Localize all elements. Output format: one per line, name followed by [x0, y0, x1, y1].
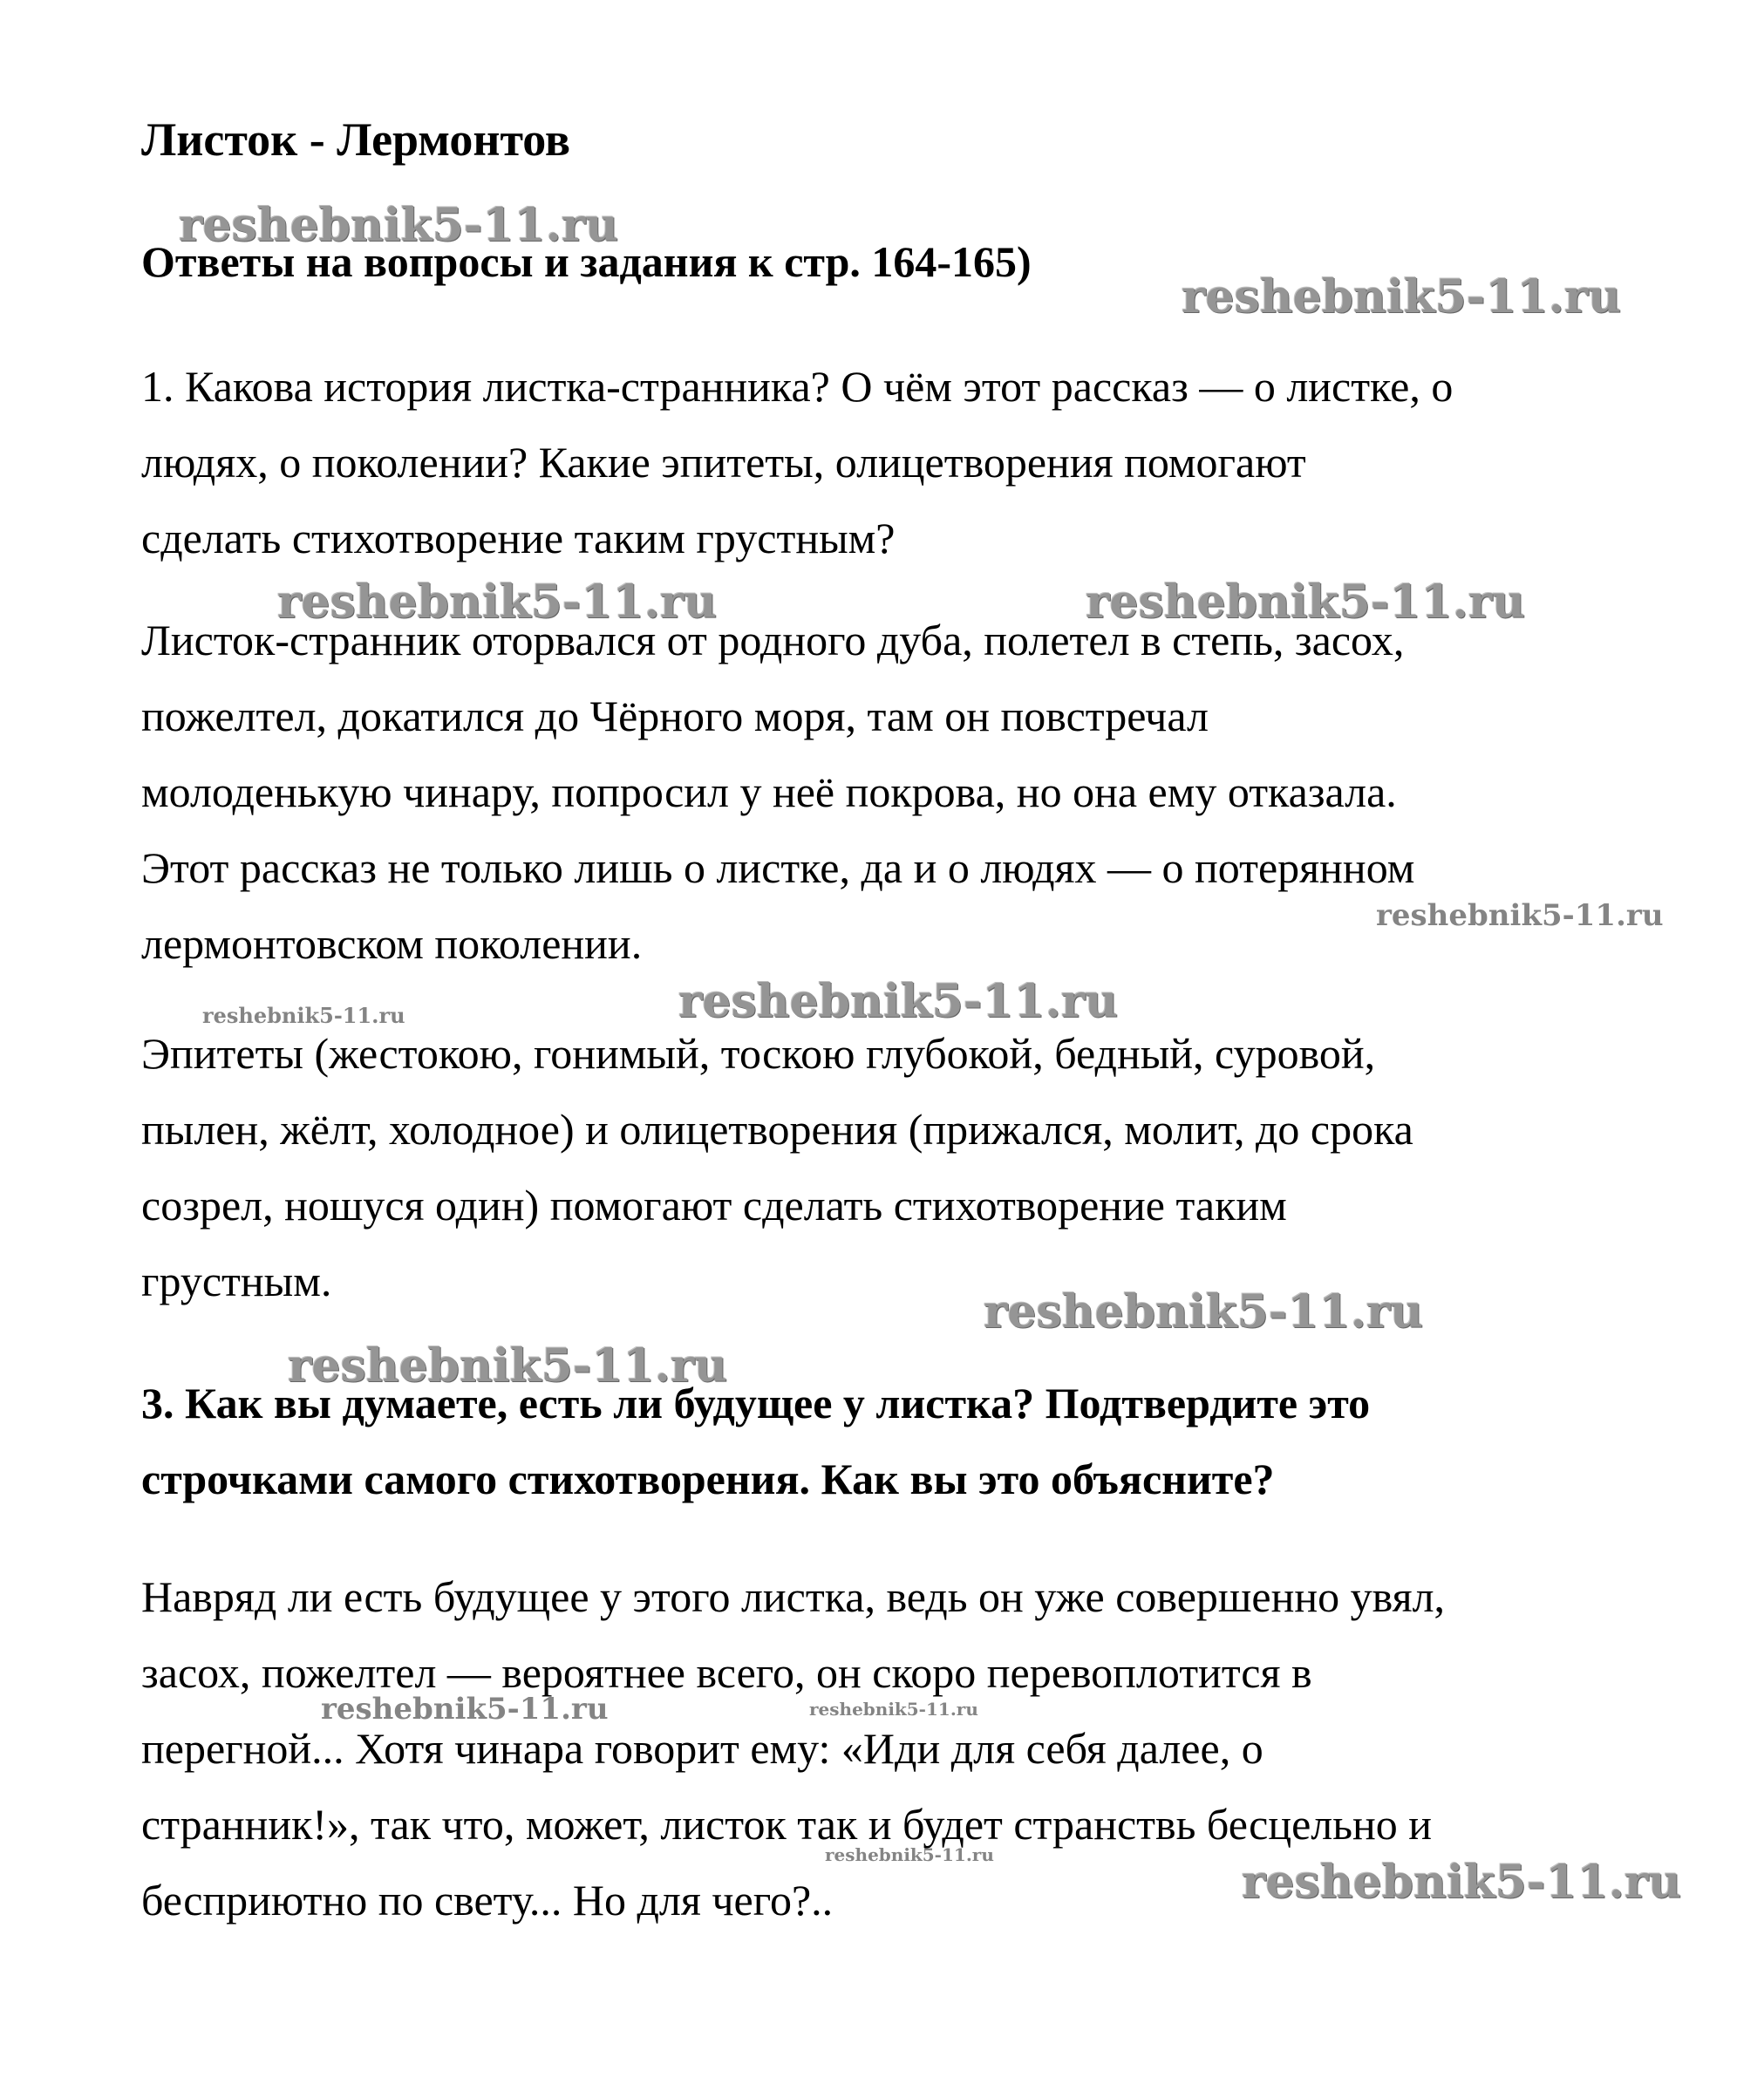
answer-line: перегной... Хотя чинара говорит ему: «Иди для себя далее, о [141, 1724, 1263, 1773]
watermark: reshebnik5-11.ru [179, 199, 619, 252]
question-3-line: строчками самого стихотворения. Как вы это объясните? [141, 1455, 1275, 1503]
watermark: reshebnik5-11.ru [984, 1285, 1424, 1339]
answer-1-paragraph-2 [141, 1016, 1711, 1319]
question-1-line: сделать стихотворение таким грустным? [141, 514, 896, 562]
watermark: reshebnik5-11.ru [1086, 576, 1526, 629]
answer-line: пожелтел, докатился до Чёрного моря, там он повстречал [141, 692, 1209, 740]
answer-line: лермонтовском поколении. [141, 919, 643, 968]
answer-line: Эпитеты (жестокою, гонимый, тоскою глубокой, бедный, суровой, [141, 1029, 1376, 1078]
watermark: reshebnik5-11.ru [825, 1844, 994, 1865]
question-3-line: 3. Как вы думаете, есть ли будущее у листка? Подтвердите это [141, 1379, 1371, 1427]
watermark: reshebnik5-11.ru [202, 1003, 405, 1028]
question-1-line: 1. Какова история листка-странника? О чём этот рассказ — о листке, о [141, 362, 1454, 411]
watermark: reshebnik5-11.ru [321, 1692, 609, 1727]
answer-line: грустным. [141, 1257, 332, 1305]
answer-line: Этот рассказ не только лишь о листке, да и о людях — о потерянном [141, 843, 1415, 892]
answer-line: Листок-странник оторвался от родного дуба, полетел в степь, засох, [141, 616, 1405, 664]
answer-line: засох, пожелтел — вероятнее всего, он скоро перевоплотится в [141, 1648, 1312, 1697]
answer-line: странник!», так что, может, листок так и будет странствь бесцельно и [141, 1800, 1433, 1849]
watermark: reshebnik5-11.ru [809, 1699, 978, 1720]
question-1-line: людях, о поколении? Какие эпитеты, олицетворения помогают [141, 438, 1306, 487]
page-title: Листок - Лермонтов [141, 113, 571, 166]
answer-line: Навряд ли есть будущее у этого листка, ведь он уже совершенно увял, [141, 1572, 1446, 1621]
answer-line: пылен, жёлт, холодное) и олицетворения (прижался, молит, до срока [141, 1105, 1413, 1154]
answer-line: созрел, ношуся один) помогают сделать стихотворение таким [141, 1181, 1287, 1230]
watermark: reshebnik5-11.ru [678, 975, 1119, 1028]
watermark: reshebnik5-11.ru [277, 576, 718, 629]
watermark: reshebnik5-11.ru [288, 1339, 728, 1393]
question-1 [141, 349, 1711, 576]
answer-line: бесприютно по свету... Но для чего?.. [141, 1876, 834, 1925]
watermark: reshebnik5-11.ru [1182, 270, 1622, 324]
answer-line: молоденькую чинару, попросил у неё покрова, но она ему отказала. [141, 767, 1397, 816]
section-subtitle: Ответы на вопросы и задания к стр. 164-165) [141, 237, 1032, 286]
watermark: reshebnik5-11.ru [1242, 1856, 1682, 1909]
watermark: reshebnik5-11.ru [1376, 898, 1664, 933]
